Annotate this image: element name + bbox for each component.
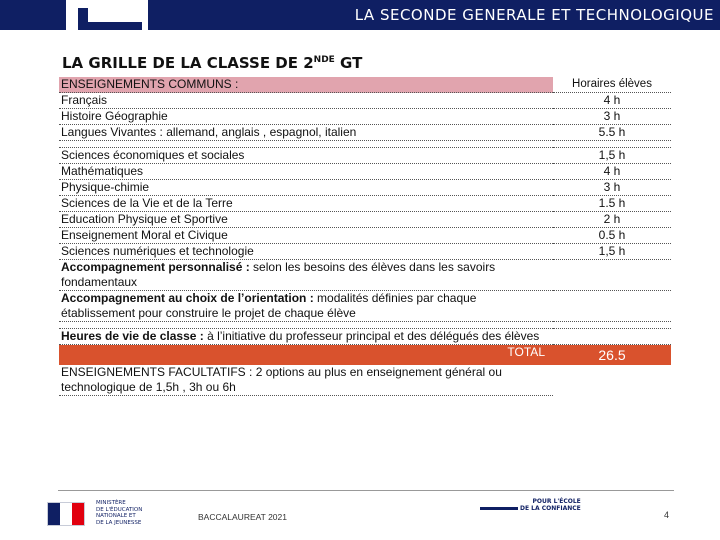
table-row: [59, 125, 671, 141]
facultatifs-text: 2 options au plus en enseignement général ou technologique de 1,5h , 3h ou 6h: [61, 365, 502, 394]
vie-classe-title: Heures de vie de classe :: [61, 329, 204, 343]
spacer-row: [59, 322, 671, 329]
subject-hours: 0.5 h: [553, 228, 671, 244]
subject-hours: 4 h: [553, 93, 671, 109]
slide-subtitle: [62, 54, 362, 72]
header-hours: Horaires élèves: [553, 77, 671, 93]
subject-hours: 3 h: [553, 109, 671, 125]
ministry-line: MINISTÈRE: [96, 500, 126, 506]
vie-classe-row: [59, 329, 671, 345]
spacer-row: [59, 141, 671, 148]
ministry-line: DE LA JEUNESSE: [96, 519, 142, 526]
marianne-flag-logo: [47, 502, 85, 526]
ecole-confiance-logo: [480, 498, 581, 512]
confiance-line2-wrap: [480, 505, 581, 512]
page-number: 4: [664, 510, 670, 520]
subject-label: Français: [59, 93, 553, 109]
ministry-line: DE L'ÉDUCATION: [96, 506, 143, 513]
subject-label: Sciences économiques et sociales: [59, 148, 553, 164]
table-row: [59, 164, 671, 180]
facultatifs-title: ENSEIGNEMENTS FACULTATIFS :: [61, 365, 253, 379]
table-header-row: [59, 77, 671, 93]
table-row: [59, 180, 671, 196]
table-row: [59, 93, 671, 109]
confiance-line2: DE LA CONFIANCE: [520, 505, 581, 512]
subject-hours: 1.5 h: [553, 196, 671, 212]
subtitle-main: LA GRILLE DE LA CLASSE DE 2: [62, 54, 314, 72]
timetable-grid: [59, 77, 671, 396]
total-row: [59, 345, 671, 366]
table-row: [59, 148, 671, 164]
confiance-line1: POUR L'ÉCOLE: [532, 498, 581, 505]
subject-label: Sciences de la Vie et de la Terre: [59, 196, 553, 212]
total-value: 26.5: [553, 345, 671, 366]
vie-classe-cell: [59, 329, 553, 345]
subject-label: Education Physique et Sportive: [59, 212, 553, 228]
subject-label: Physique-chimie: [59, 180, 553, 196]
footer-bac-label: BACCALAUREAT 2021: [198, 512, 287, 522]
facultatifs-cell: [59, 365, 553, 396]
table-row: [59, 244, 671, 260]
orientation-cell: [59, 291, 553, 322]
orientation-row: [59, 291, 671, 322]
corner-logo-horizontal: [78, 22, 142, 30]
presentation-title: LA SECONDE GENERALE ET TECHNOLOGIQUE: [354, 6, 714, 24]
vie-classe-text: à l’initiative du professeur principal et des délégués des élèves: [203, 329, 540, 343]
subject-label: Enseignement Moral et Civique: [59, 228, 553, 244]
subtitle-sup: NDE: [313, 55, 335, 65]
accompagnement-cell: [59, 260, 553, 291]
subject-hours: 4 h: [553, 164, 671, 180]
accompagnement-row: [59, 260, 671, 291]
accompagnement-text: selon les besoins des élèves dans les savoirs fondamentaux: [61, 260, 496, 289]
subject-hours: 3 h: [553, 180, 671, 196]
table-row: [59, 196, 671, 212]
total-label: TOTAL: [59, 345, 553, 366]
subtitle-end: GT: [334, 54, 363, 72]
table-row: [59, 212, 671, 228]
orientation-title: Accompagnement au choix de l’orientation :: [61, 291, 314, 305]
subject-label: Langues Vivantes : allemand, anglais , espagnol, italien: [59, 125, 553, 141]
confiance-bar: [480, 507, 518, 510]
subject-label: Histoire Géographie: [59, 109, 553, 125]
facultatifs-row: [59, 365, 671, 396]
accompagnement-title: Accompagnement personnalisé :: [61, 260, 250, 274]
orientation-text: modalités définies par chaque établissement pour construire le projet de chaque élève: [61, 291, 477, 320]
ministry-line: NATIONALE ET: [96, 513, 136, 519]
subject-label: Mathématiques: [59, 164, 553, 180]
subject-hours: 2 h: [553, 212, 671, 228]
footer-divider: [58, 490, 674, 491]
subject-hours: 5.5 h: [553, 125, 671, 141]
subject-label: Sciences numériques et technologie: [59, 244, 553, 260]
ministry-label: [96, 500, 142, 526]
subject-hours: 1,5 h: [553, 148, 671, 164]
header-label: ENSEIGNEMENTS COMMUNS :: [59, 77, 553, 93]
table-row: [59, 109, 671, 125]
subject-hours: 1,5 h: [553, 244, 671, 260]
table-row: [59, 228, 671, 244]
